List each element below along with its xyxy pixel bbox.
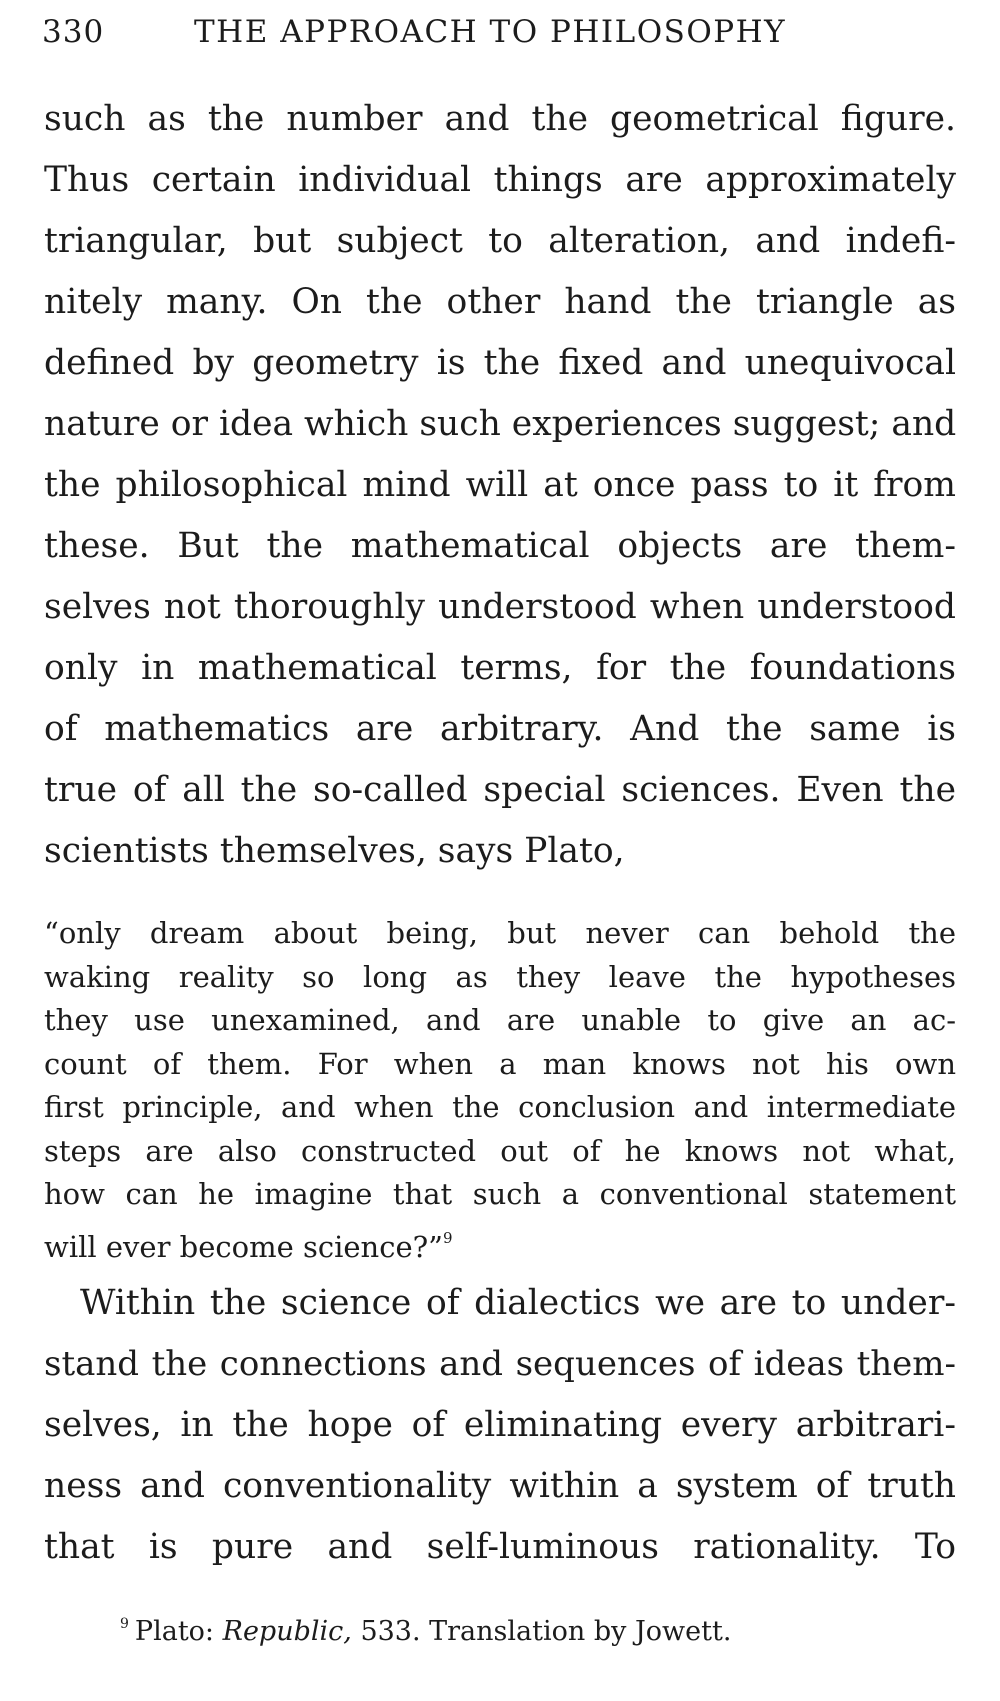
quote-line: count of them. For when a man knows not his own — [44, 1046, 956, 1081]
text-line: selves not thoroughly understood when understood — [44, 587, 956, 627]
quote-line: “only dream about being, but never can behold the — [44, 916, 956, 950]
footnote-work-title: Republic, — [222, 1616, 352, 1647]
quote-line: they use unexamined, and are unable to give an ac- — [44, 1003, 956, 1037]
text-line: these. But the mathematical objects are them- — [44, 526, 956, 566]
page-number: 330 — [42, 14, 105, 50]
text-line: nature or idea which such experiences suggest; and — [44, 404, 957, 444]
footnote-author: Plato: — [134, 1616, 223, 1647]
paragraph-2 — [44, 1273, 956, 1578]
text-line: of mathematics are arbitrary. And the same is — [44, 709, 956, 749]
text-line: the philosophical mind will at once pass to it from — [44, 465, 956, 505]
text-line: selves, in the hope of eliminating every arbitrari- — [44, 1405, 956, 1445]
quote-line: first principle, and when the conclusion and intermediate — [44, 1090, 956, 1124]
quote-line: steps are also constructed out of he knows not what, — [44, 1133, 956, 1168]
text-line: ness and conventionality within a system of truth — [44, 1466, 956, 1506]
footnote-reference: 9 — [442, 1228, 453, 1247]
text-line: scientists themselves, says Plato, — [44, 831, 625, 871]
text-line: that is pure and self-luminous rationality. To — [44, 1527, 956, 1567]
text-line: nitely many. On the other hand the triangle as — [44, 282, 956, 322]
footnote-citation: 533. Translation by Jowett. — [351, 1616, 732, 1647]
footnote — [120, 1616, 920, 1647]
quote-line: waking reality so long as they leave the hypotheses — [44, 959, 956, 994]
text-line: such as the number and the geometrical figure. — [44, 99, 956, 139]
text-line: stand the connections and sequences of ideas them- — [44, 1344, 956, 1384]
text-line: triangular, but subject to alteration, and indefi- — [44, 221, 956, 261]
text-line: only in mathematical terms, for the foundations — [44, 648, 956, 688]
page-header — [42, 14, 952, 64]
text-line: Within the science of dialectics we are to under- — [80, 1283, 956, 1323]
running-title: THE APPROACH TO PHILOSOPHY — [194, 14, 787, 50]
footnote-marker: 9 — [120, 1616, 129, 1632]
text-line: defined by geometry is the fixed and unequivocal — [44, 343, 956, 383]
paragraph-1 — [44, 89, 956, 882]
text-line: true of all the so-called special sciences. Even the — [44, 770, 956, 810]
quote-line: how can he imagine that such a conventional statement — [44, 1177, 956, 1211]
quote-line-text: will ever become science?” — [44, 1229, 443, 1264]
text-line: Thus certain individual things are approximately — [44, 160, 956, 200]
block-quote — [44, 912, 956, 1264]
quote-line-last — [44, 1217, 956, 1264]
